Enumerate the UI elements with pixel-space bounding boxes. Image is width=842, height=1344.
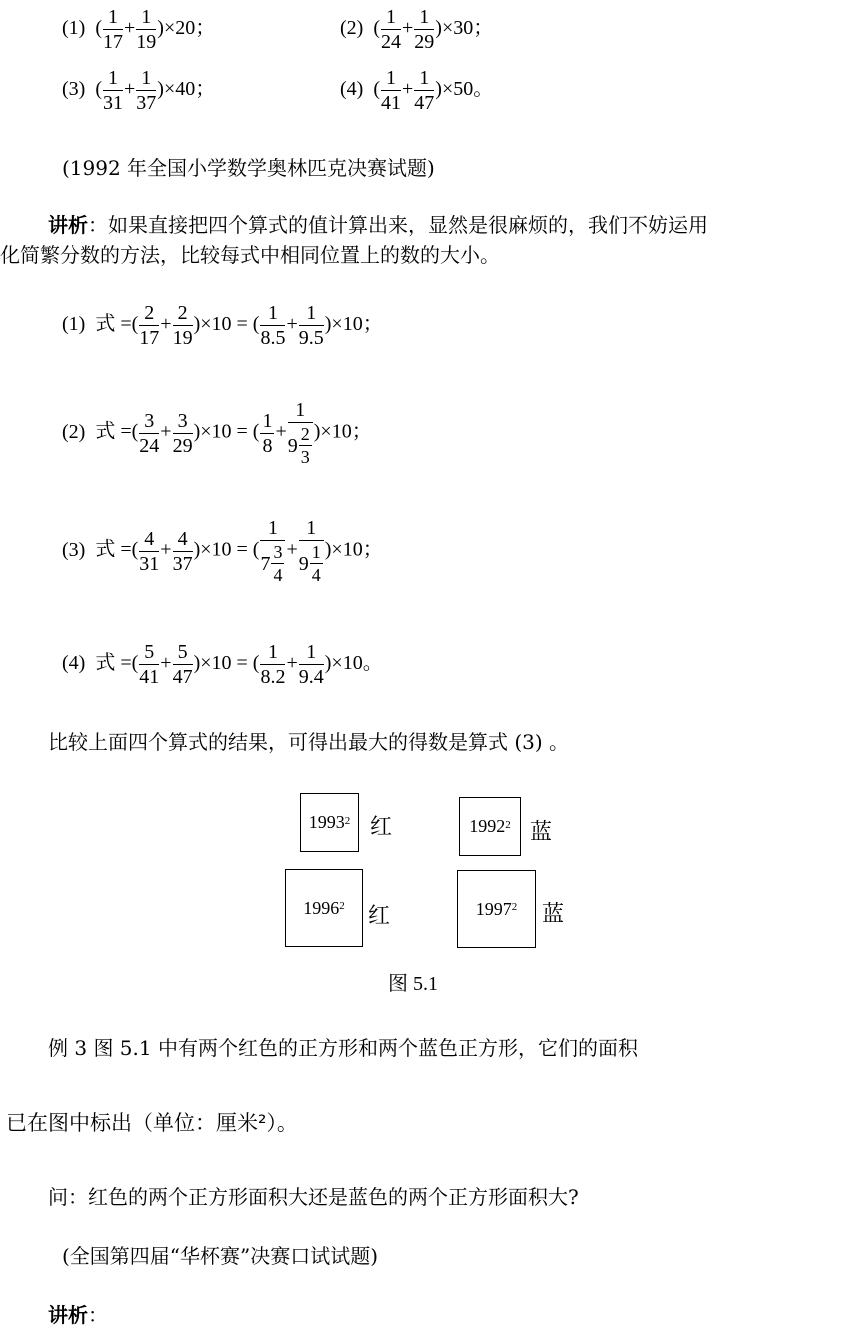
analysis-paragraph: 讲析：如果直接把四个算式的值计算出来，显然是很麻烦的，我们不妨运用 [48, 213, 708, 237]
fraction: $\frac{1}{47}$ [414, 67, 435, 114]
problem-label: (3) [62, 78, 86, 101]
problem-4: (4) ( $\frac{1}{41}$ + $\frac{1}{47}$ )×50。 [340, 67, 494, 114]
problem-2: (2) ( $\frac{1}{24}$ + $\frac{1}{29}$ )×30； [340, 6, 494, 53]
color-label-red: 红 [370, 815, 393, 840]
color-label-red: 红 [368, 904, 391, 929]
analysis-text-line1: 如果直接把四个算式的值计算出来，显然是很麻烦的，我们不妨运用 [108, 213, 708, 237]
color-label-blue: 蓝 [542, 902, 565, 927]
example-line1: 例 3 图 5.1 中有两个红色的正方形和两个蓝色正方形，它们的面积 [48, 1036, 638, 1060]
fraction: $\frac{1}{37}$ [136, 67, 157, 114]
problem-1: (1) ( $\frac{1}{17}$ + $\frac{1}{19}$ )×20； [62, 6, 216, 53]
example-line2: 已在图中标出（单位：厘米²）。 [6, 1111, 298, 1135]
example-source: (全国第四届“华杯赛”决赛口试试题) [62, 1244, 379, 1268]
fraction: $\frac{1}{24}$ [381, 6, 401, 53]
problem-source: (1992 年全国小学数学奥林匹克决赛试题) [62, 156, 435, 180]
fraction: $\frac{1}{29}$ [414, 6, 435, 53]
solution-3: (3) 式 =( $\frac{4}{31}$ + $\frac{4}{37}$ )×10 = ( 1 7 3 4 + 1 9 1 4 )×10； [62, 517, 383, 585]
problem-label: (1) [62, 17, 86, 40]
question: 问：红色的两个正方形面积大还是蓝色的两个正方形面积大? [48, 1185, 579, 1209]
square-blue-1997: 1997 $^2$ [457, 870, 536, 948]
conclusion: 比较上面四个算式的结果，可得出最大的得数是算式 (3) 。 [48, 730, 570, 754]
analysis-text-line2: 化简繁分数的方法，比较每式中相同位置上的数的大小。 [0, 243, 500, 267]
analysis-label: 讲析 [48, 1303, 88, 1327]
figure-caption: 图 5.1 [388, 973, 438, 995]
fraction: $\frac{1}{17}$ [103, 6, 123, 53]
problem-label: (4) [340, 78, 364, 101]
problem-3: (3) ( $\frac{1}{31}$ + $\frac{1}{37}$ )×40； [62, 67, 216, 114]
square-red-1996: 1996 $^2$ [285, 869, 363, 947]
solution-4: (4) 式 =( $\frac{5}{41}$ + $\frac{5}{47}$ )×10 = ( $\frac{1}{8.2}$ + $\frac{1}{9.4}$ )×10。 [62, 641, 383, 688]
square-blue-1992: 1992 $^2$ [459, 797, 521, 856]
fraction: $\frac{1}{19}$ [136, 6, 157, 53]
square-red-1993: 1993 $^2$ [300, 793, 359, 852]
solution-2: (2) 式 =( $\frac{3}{24}$ + $\frac{3}{29}$ )×10 = ( $\frac{1}{8}$ + 1 9 2 3 )×10； [62, 399, 372, 467]
problem-label: (2) [340, 17, 364, 40]
analysis-label: 讲析 [48, 213, 88, 237]
solution-1: (1) 式 =( $\frac{2}{17}$ + $\frac{2}{19}$ )×10 = ( $\frac{1}{8.5}$ + $\frac{1}{9.5}$ )×10； [62, 302, 383, 349]
color-label-blue: 蓝 [530, 820, 553, 845]
fraction: $\frac{1}{31}$ [103, 67, 123, 114]
final-analysis: 讲析： [48, 1303, 108, 1327]
fraction: $\frac{1}{41}$ [381, 67, 401, 114]
